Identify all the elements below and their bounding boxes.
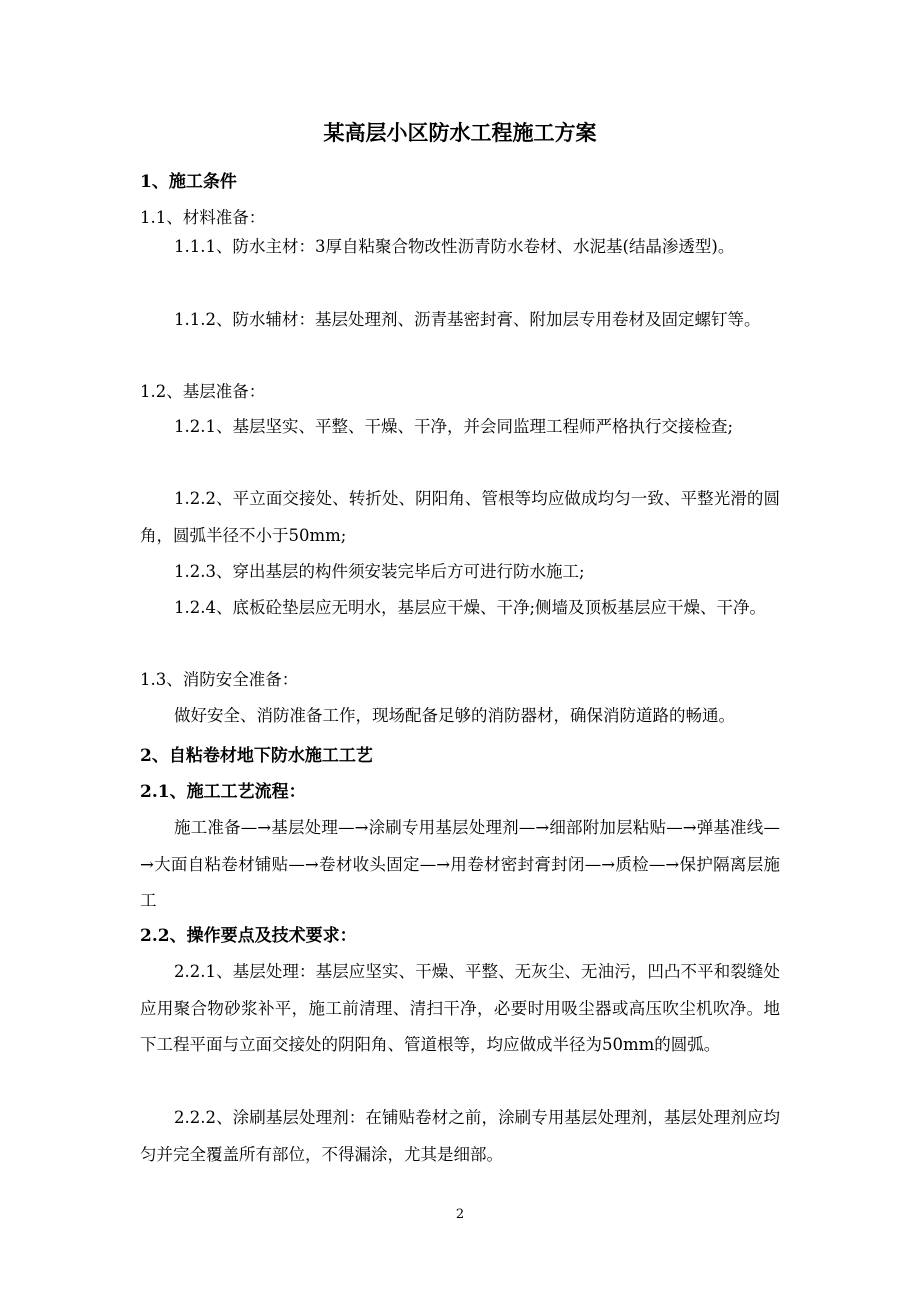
page-number: 2 xyxy=(455,1207,465,1222)
paragraph-2-2-1: 2.2.1、基层处理：基层应坚实、干燥、平整、无灰尘、无油污，凹凸不平和裂缝处应用聚合物砂浆补平，施工前清理、清扫干净，必要时用吸尘器或高压吹尘机吹净。地下工程平面与立面交接处的阴阳角、管道根等，均应做成半径为50mm的圆弧。 xyxy=(140,962,780,1054)
paragraph-1-3: 做好安全、消防准备工作，现场配备足够的消防器材，确保消防道路的畅通。 xyxy=(174,706,735,725)
paragraph-1-2-2: 1.2.2、平立面交接处、转折处、阴阳角、管根等均应做成均匀一致、平整光滑的圆角，圆弧半径不小于50mm; xyxy=(140,489,780,545)
subheading-1-3: 1.3、消防安全准备： xyxy=(140,670,299,689)
paragraph-1-2-4: 1.2.4、底板砼垫层应无明水，基层应干燥、干净;侧墙及顶板基层应干燥、干净。 xyxy=(174,598,767,617)
paragraph-1-1-2: 1.1.2、防水辅材：基层处理剂、沥青基密封膏、附加层专用卷材及固定螺钉等。 xyxy=(174,310,761,329)
document-title: 某高层小区防水工程施工方案 xyxy=(323,120,597,145)
section-heading-2: 2、自粘卷材地下防水施工工艺 xyxy=(140,746,373,766)
section-heading-1: 1、施工条件 xyxy=(140,172,237,192)
subheading-1-2: 1.2、基层准备： xyxy=(140,382,266,401)
paragraph-1-1-1: 1.1.1、防水主材：3厚自粘聚合物改性沥青防水卷材、水泥基(结晶渗透型)。 xyxy=(174,237,735,256)
paragraph-2-2-2: 2.2.2、涂刷基层处理剂：在铺贴卷材之前，涂刷专用基层处理剂，基层处理剂应均匀并完全覆盖所有部位，不得漏涂，尤其是细部。 xyxy=(140,1108,780,1164)
paragraph-1-2-1: 1.2.1、基层坚实、平整、干燥、干净，并会同监理工程师严格执行交接检查; xyxy=(174,417,734,436)
subheading-2-1: 2.1、施工工艺流程： xyxy=(140,782,306,802)
subheading-2-2: 2.2、操作要点及技术要求： xyxy=(140,926,357,946)
subheading-1-1: 1.1、材料准备： xyxy=(140,208,266,227)
paragraph-1-2-3: 1.2.3、穿出基层的构件须安装完毕后方可进行防水施工; xyxy=(174,562,585,581)
paragraph-2-1: 施工准备—→基层处理—→涂刷专用基层处理剂—→细部附加层粘贴—→弹基准线—→大面自粘卷材铺贴—→卷材收头固定—→用卷材密封膏封闭—→质检—→保护隔离层施工 xyxy=(140,818,780,910)
